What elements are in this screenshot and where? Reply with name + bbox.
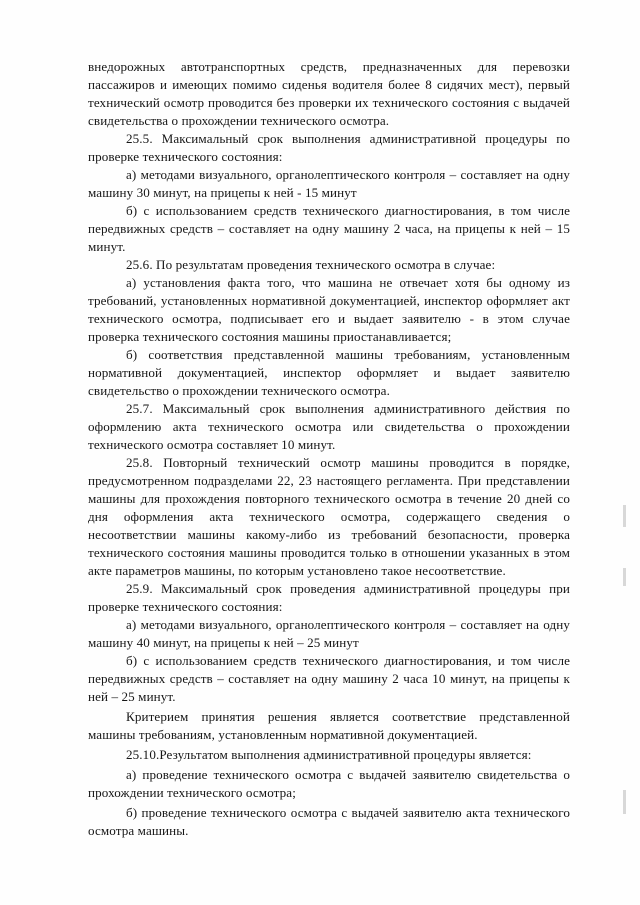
paragraph-25-7: 25.7. Максимальный срок выполнения административного действия по оформлению акта технического осмотра или свидетельства о прохождении технического осмотра составляет 10 минут. xyxy=(88,401,570,452)
scan-edge-mark xyxy=(623,790,626,814)
paragraph-25-5-b: б) с использованием средств технического диагностирования, в том числе передвижных средств – составляет на одну машину 2 часа, на прицепы к ней – 15 минут. xyxy=(88,203,570,254)
scan-edge-mark xyxy=(623,568,626,586)
document-body xyxy=(88,58,570,840)
paragraph-25-10: 25.10.Результатом выполнения административной процедуры является: xyxy=(126,747,532,762)
paragraph-25-10-b: б) проведение технического осмотра с выдачей заявителю акта технического осмотра машины. xyxy=(88,805,570,838)
paragraph-25-10-a: а) проведение технического осмотра с выдачей заявителю свидетельства о прохождении технического осмотра; xyxy=(88,767,570,800)
scan-edge-mark xyxy=(623,505,626,527)
paragraph-25-6-b: б) соответствия представленной машины требованиям, установленным нормативной документацией, инспектор оформляет и выдает заявителю свидетельство о прохождении технического осмотра. xyxy=(88,347,570,398)
paragraph-25-5-a: а) методами визуального, органолептического контроля – составляет на одну машину 30 минут, на прицепы к ней - 15 минут xyxy=(88,167,570,200)
paragraph-25-9-a: а) методами визуального, органолептического контроля – составляет на одну машину 40 минут, на прицепы к ней – 25 минут xyxy=(88,617,570,650)
paragraph-intro: внедорожных автотранспортных средств, предназначенных для перевозки пассажиров и имеющих помимо сиденья водителя более 8 сидячих мест), первый технический осмотр проводится без проверки их технического состояния с выдачей свидетельства о прохождении технического осмотра. xyxy=(88,59,570,128)
paragraph-25-6-a: а) установления факта того, что машина не отвечает хотя бы одному из требований, установленных нормативной документацией, инспектор оформляет акт технического осмотра, подписывает его и выдает заявителю - в этом случае проверка технического состояния машины приостанавливается; xyxy=(88,275,570,344)
paragraph-25-9: 25.9. Максимальный срок проведения административной процедуры при проверке технического состояния: xyxy=(88,581,570,614)
paragraph-25-9-b: б) с использованием средств технического диагностирования, и том числе передвижных средств – составляет на одну машину 2 часа 10 минут, на прицепы к ней – 25 минут. xyxy=(88,653,570,704)
paragraph-25-8: 25.8. Повторный технический осмотр машины проводится в порядке, предусмотренном подразделами 22, 23 настоящего регламента. При представлении машины для прохождения повторного технического осмотра в течение 20 дней со дня оформления акта технического осмотра, содержащего сведения о несоответствии машины какому-либо из требований безопасности, проверка технического состояния машины проводится только в отношении указанных в этом акте параметров машины, по которым установлено такое несоответствие. xyxy=(88,455,570,578)
paragraph-criterion: Критерием принятия решения является соответствие представленной машины требованиям, установленным нормативной документацией. xyxy=(88,709,570,742)
paragraph-25-6: 25.6. По результатам проведения технического осмотра в случае: xyxy=(126,257,496,272)
paragraph-25-5: 25.5. Максимальный срок выполнения административной процедуры по проверке технического состояния: xyxy=(88,131,570,164)
